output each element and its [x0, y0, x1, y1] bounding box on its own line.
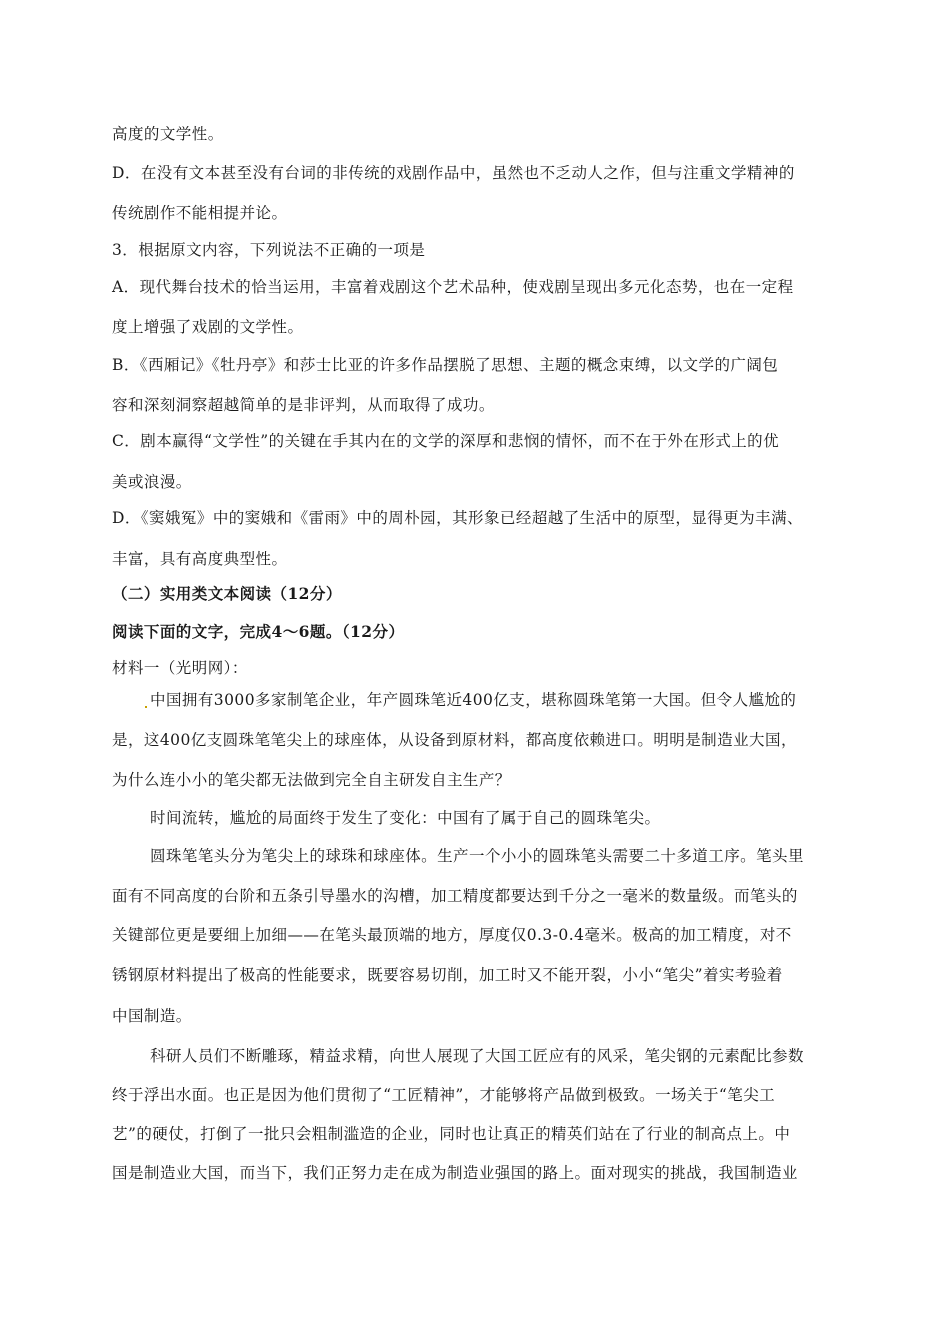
- paragraph-line: 锈钢原材料提出了极高的性能要求，既要容易切削，加工时又不能开裂，小小“笔尖”着实考验着: [112, 966, 783, 984]
- text-line: 传统剧作不能相提并论。: [112, 204, 288, 222]
- paragraph-line: 圆珠笔笔头分为笔尖上的球珠和球座体。生产一个小小的圆珠笔头需要二十多道工序。笔头里: [150, 847, 804, 865]
- paragraph-line: 终于浮出水面。也正是因为他们贯彻了“工匠精神”，才能够将产品做到极致。一场关于“笔尖工: [112, 1086, 776, 1104]
- paragraph-line: 中国制造。: [112, 1007, 192, 1025]
- paragraph-line: 时间流转，尴尬的局面终于发生了变化：中国有了属于自己的圆珠笔尖。: [150, 809, 661, 827]
- instruction-heading: 阅读下面的文字，完成4～6题。（12分）: [112, 622, 405, 641]
- paragraph-line: 为什么连小小的笔尖都无法做到完全自主研发自主生产？: [112, 771, 511, 789]
- option-line: C．剧本赢得“文学性”的关键在手其内在的文学的深厚和悲悯的情怀，而不在于外在形式上的优: [112, 432, 780, 450]
- question-line: 3．根据原文内容，下列说法不正确的一项是: [112, 241, 426, 259]
- paragraph-line: 艺”的硬仗，打倒了一批只会粗制滥造的企业，同时也让真正的精英们站在了行业的制高点上。中: [112, 1125, 791, 1143]
- text-line: 高度的文学性。: [112, 125, 224, 143]
- paragraph-line: 是，这400亿支圆珠笔笔尖上的球座体，从设备到原材料，都高度依赖进口。明明是制造业大国，: [112, 731, 797, 749]
- paragraph-line: 关键部位更是要细上加细——在笔头最顶端的地方，厚度仅0.3-0.4毫米。极高的加工精度，对不: [112, 926, 792, 944]
- paragraph-line: 国是制造业大国，而当下，我们正努力走在成为制造业强国的路上。面对现实的挑战，我国制造业: [112, 1164, 798, 1182]
- option-line: B．《西厢记》《牡丹亭》和莎士比亚的许多作品摆脱了思想、主题的概念束缚，以文学的广阔包: [112, 356, 779, 374]
- text-line: 度上增强了戏剧的文学性。: [112, 318, 304, 336]
- text-cursor-mark: [145, 706, 147, 708]
- option-line: A．现代舞台技术的恰当运用，丰富着戏剧这个艺术品种，使戏剧呈现出多元化态势，也在一定程: [112, 278, 794, 296]
- text-line: 美或浪漫。: [112, 473, 192, 491]
- text-line: D．在没有文本甚至没有台词的非传统的戏剧作品中，虽然也不乏动人之作，但与注重文学精神的: [112, 164, 795, 182]
- paragraph-line: 科研人员们不断雕琢，精益求精，向世人展现了大国工匠应有的风采，笔尖钢的元素配比参数: [150, 1047, 804, 1065]
- text-line: 丰富，具有高度典型性。: [112, 550, 288, 568]
- section-heading: （二）实用类文本阅读（12分）: [112, 584, 342, 603]
- paragraph-line: 中国拥有3000多家制笔企业，年产圆珠笔近400亿支，堪称圆珠笔第一大国。但令人尴尬的: [150, 691, 797, 709]
- paragraph-line: 面有不同高度的台阶和五条引导墨水的沟槽，加工精度都要达到千分之一毫米的数量级。而笔头的: [112, 887, 798, 905]
- text-line: 容和深刻洞察超越简单的是非评判，从而取得了成功。: [112, 396, 495, 414]
- option-line: D．《窦娥冤》中的窦娥和《雷雨》中的周朴园，其形象已经超越了生活中的原型，显得更为丰满、: [112, 509, 803, 527]
- material-title: 材料一（光明网）：: [112, 659, 248, 677]
